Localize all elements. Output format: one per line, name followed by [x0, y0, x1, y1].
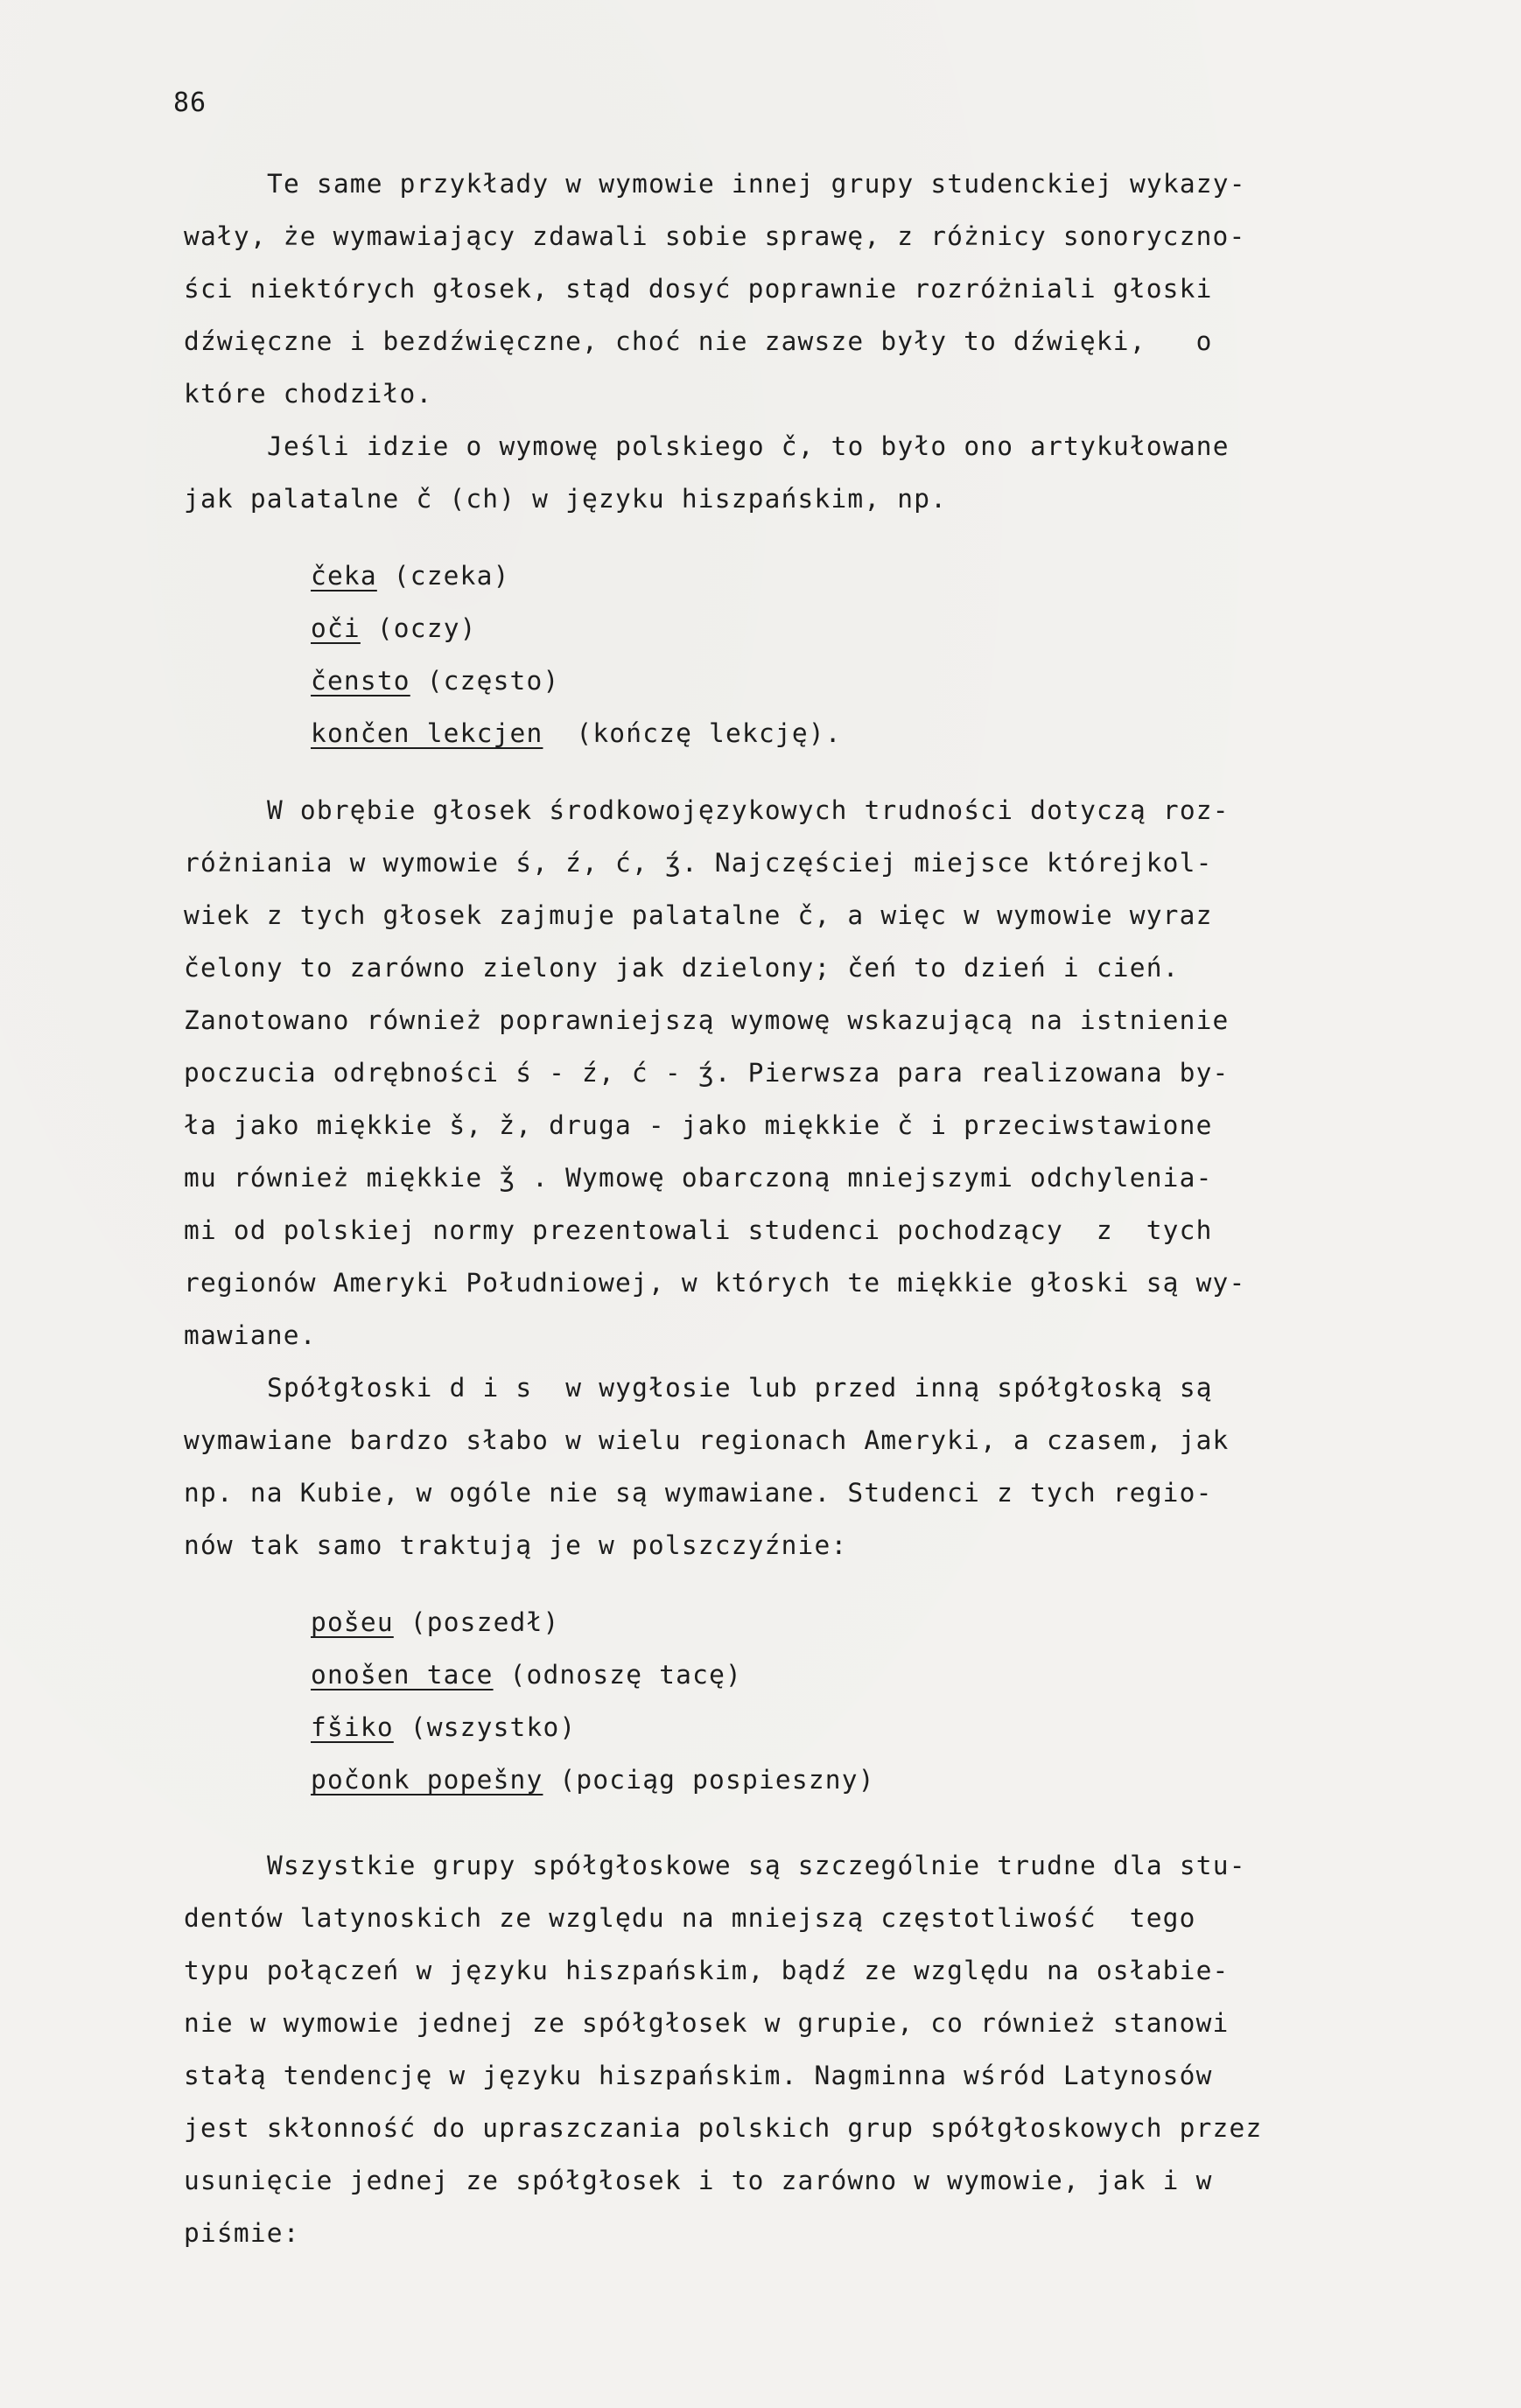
example-word: pošeu — [311, 1607, 394, 1637]
example-line — [184, 550, 1470, 602]
paragraph-3-line: mu również miękkie ǯ . Wymowę obarczoną mniejszymi odchylenia- — [184, 1163, 1213, 1193]
example-gloss: (kończę lekcję). — [543, 718, 842, 748]
paragraph-3-line: poczucia odrębności ś - ź, ć - ʒ́. Pierwsza para realizowana by- — [184, 1058, 1230, 1088]
paragraph-2-line: Jeśli idzie o wymowę polskiego č, to było ono artykułowane — [267, 431, 1230, 461]
example-word: onošen tace — [311, 1660, 494, 1690]
paragraph-3-line: W obrębie głosek środkowojęzykowych trudności dotyczą roz- — [267, 795, 1230, 825]
paragraph-5-line: Wszystkie grupy spółgłoskowe są szczególnie trudne dla stu- — [267, 1851, 1246, 1880]
paragraph-3-line: różniania w wymowie ś, ź, ć, ʒ́. Najczęściej miejsce którejkol- — [184, 848, 1213, 878]
example-gloss: (oczy) — [360, 613, 477, 643]
example-line — [184, 1596, 1470, 1648]
paragraph-1-line: wały, że wymawiający zdawali sobie sprawę, z różnicy sonoryczno- — [184, 221, 1246, 251]
paragraph-4-line: nów tak samo traktują je w polszczyźnie: — [184, 1530, 848, 1560]
example-line — [184, 654, 1470, 707]
paragraph-5-line: stałą tendencję w języku hiszpańskim. Nagminna wśród Latynosów — [184, 2061, 1213, 2090]
example-gloss: (często) — [410, 666, 560, 696]
paragraph-5-line: usunięcie jednej ze spółgłosek i to zarówno w wymowie, jak i w — [184, 2166, 1213, 2195]
example-word: končen lekcjen — [311, 718, 543, 748]
paragraph-5-line: nie w wymowie jednej ze spółgłosek w grupie, co również stanowi — [184, 2008, 1230, 2038]
example-word: fšiko — [311, 1712, 394, 1742]
example-gloss: (pociąg pospieszny) — [543, 1765, 875, 1795]
paragraph-1-line: dźwięczne i bezdźwięczne, choć nie zawsze były to dźwięki, o — [184, 326, 1213, 356]
paragraph-1-line: które chodziło. — [184, 379, 433, 409]
example-word: počonk popešny — [311, 1765, 543, 1795]
paragraph-3-line: regionów Ameryki Południowej, w których te miękkie głoski są wy- — [184, 1268, 1246, 1298]
example-gloss: (wszystko) — [393, 1712, 577, 1742]
example-gloss: (poszedł) — [393, 1607, 560, 1637]
paragraph-3-line: ła jako miękkie š, ž, druga - jako miękkie č i przeciwstawione — [184, 1110, 1213, 1140]
paragraph-4-line: np. na Kubie, w ogóle nie są wymawiane. Studenci z tych regio- — [184, 1478, 1213, 1508]
example-word: čensto — [311, 666, 410, 696]
paragraph-3-line: Zanotowano również poprawniejszą wymowę wskazującą na istnienie — [184, 1005, 1230, 1035]
paragraph-3-line: mi od polskiej normy prezentowali studenci pochodzący z tych — [184, 1215, 1213, 1245]
paragraph-3-line: wiek z tych głosek zajmuje palatalne č, a więc w wymowie wyraz — [184, 900, 1213, 930]
paragraph-5-line: typu połączeń w języku hiszpańskim, bądź ze względu na osłabie- — [184, 1956, 1230, 1985]
example-line — [184, 1754, 1470, 1806]
body-text — [184, 158, 1470, 2259]
example-word: oči — [311, 613, 361, 643]
paragraph-4-line: wymawiane bardzo słabo w wielu regionach Ameryki, a czasem, jak — [184, 1425, 1230, 1455]
paragraph-4-line: Spółgłoski d i s w wygłosie lub przed inną spółgłoską są — [267, 1373, 1213, 1403]
paragraph-5-line: dentów latynoskich ze względu na mniejszą częstotliwość tego — [184, 1903, 1196, 1933]
paragraph-2-line: jak palatalne č (ch) w języku hiszpańskim, np. — [184, 484, 948, 514]
example-line — [184, 602, 1470, 654]
paragraph-1-line: Te same przykłady w wymowie innej grupy studenckiej wykazy- — [267, 169, 1246, 199]
example-gloss: (odnoszę tacę) — [493, 1660, 742, 1690]
page-number: 86 — [173, 88, 207, 118]
example-line — [184, 1701, 1470, 1754]
example-line — [184, 707, 1470, 760]
paragraph-1-line: ści niektórych głosek, stąd dosyć poprawnie rozróżniali głoski — [184, 274, 1213, 304]
example-line — [184, 1648, 1470, 1701]
paragraph-3-line: čelony to zarówno zielony jak dzielony; čeń to dzień i cień. — [184, 953, 1180, 983]
paragraph-3-line: mawiane. — [184, 1320, 317, 1350]
paragraph-5-line: piśmie: — [184, 2218, 300, 2248]
paragraph-5-line: jest skłonność do upraszczania polskich grup spółgłoskowych przez — [184, 2113, 1263, 2143]
example-word: čeka — [311, 561, 377, 591]
example-gloss: (czeka) — [376, 561, 510, 591]
